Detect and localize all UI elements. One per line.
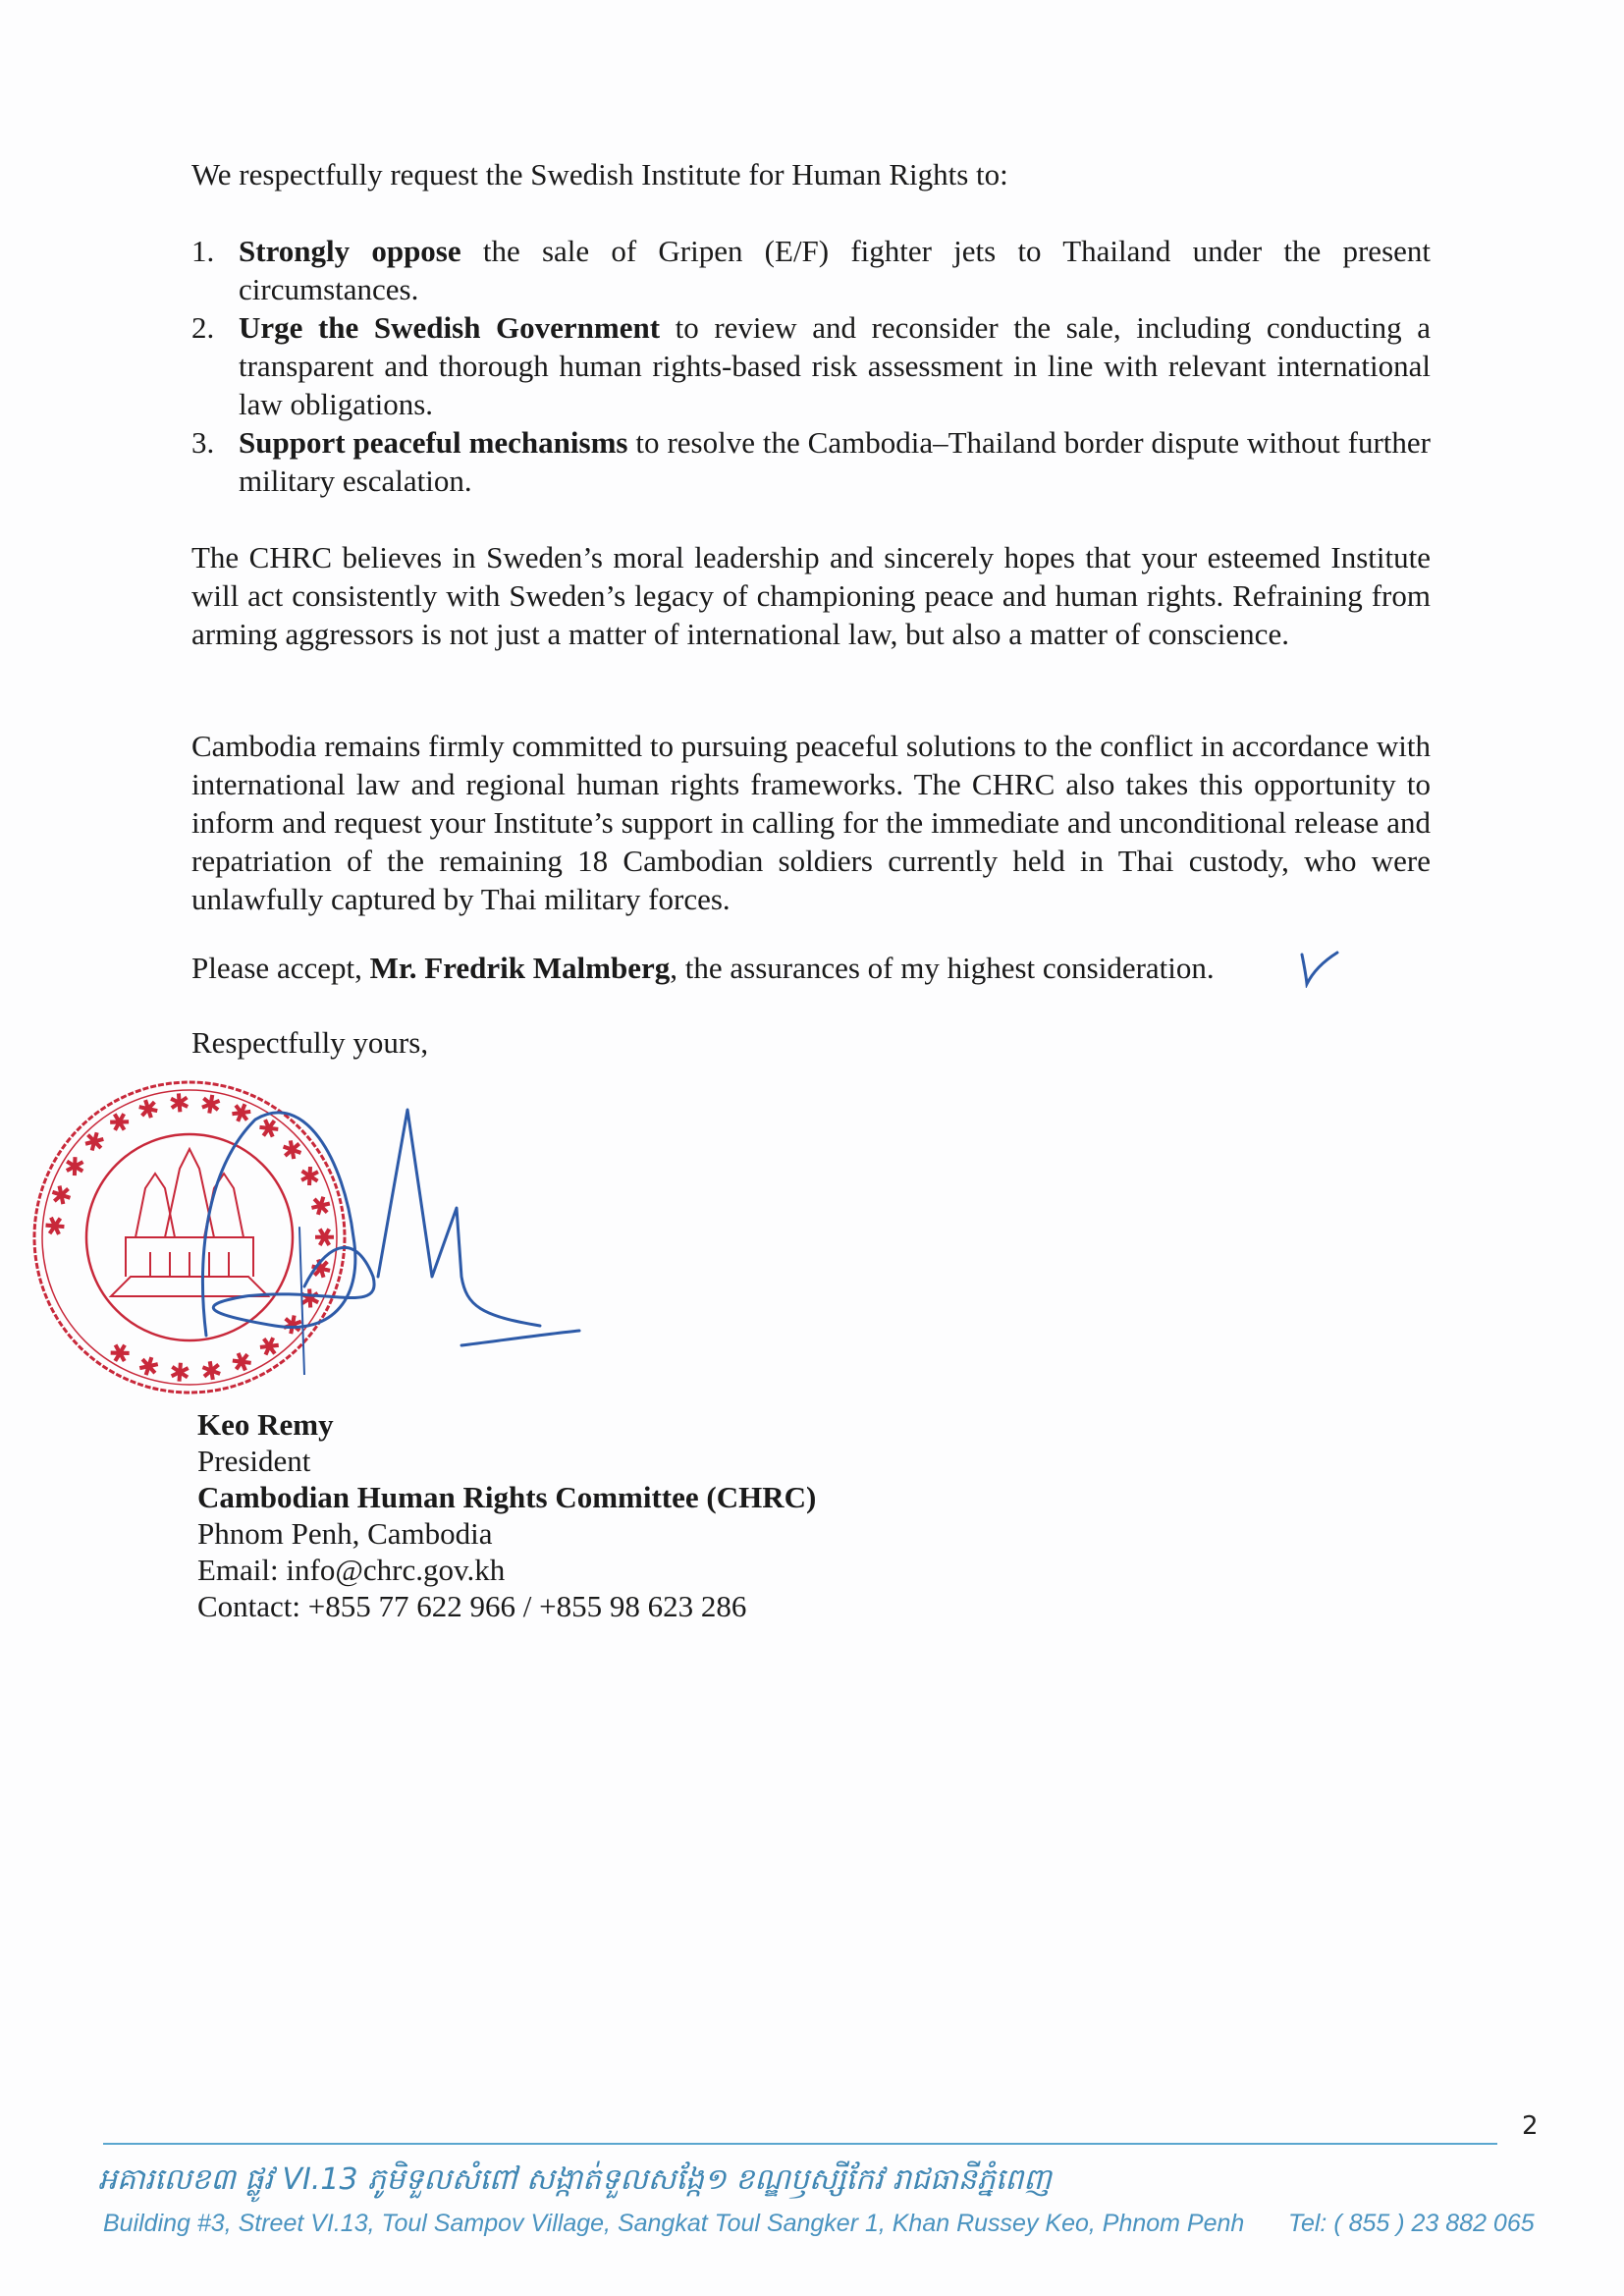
signatory-title: President [197, 1444, 311, 1478]
footer-address-english: Building #3, Street VI.13, Toul Sampov Village, Sangkat Toul Sangker 1, Khan Russey Keo, Phnom Penh [103, 2210, 1245, 2237]
initial-tick-icon [1298, 949, 1341, 988]
recipient-name: Mr. Fredrik Malmberg [369, 951, 671, 985]
signatory-name: Keo Remy [197, 1407, 334, 1442]
signatory-block [197, 1406, 816, 1624]
paragraph-peaceful-solutions: Cambodia remains firmly committed to pursuing peaceful solutions to the conflict in accordance with international law and regional human rights frameworks. The CHRC also takes this opportunity to inform and request your Institute’s support in calling for the immediate and unconditional release and repatriation of the remaining 18 Cambodian soldiers currently held in Thai custody, who were unlawfully captured by Thai military forces. [191, 729, 1431, 916]
footer-divider [103, 2143, 1497, 2145]
request-number: 3. [191, 425, 215, 460]
closing-line [191, 949, 1431, 987]
request-emphasis: Urge the Swedish Government [239, 310, 661, 345]
request-text: to review and reconsider the sale, including conducting a transparent and thorough human rights-based risk assessment in line with relevant international law obligations. [239, 310, 1432, 421]
closing-prefix: Please accept, [191, 951, 370, 985]
signatory-organization: Cambodian Human Rights Committee (CHRC) [197, 1480, 817, 1514]
salutation: Respectfully yours, [191, 1025, 429, 1060]
page-number: 2 [1522, 2111, 1539, 2141]
request-text: to resolve the Cambodia–Thailand border dispute without further military escalation. [239, 425, 1431, 498]
request-list [191, 232, 1431, 500]
svg-text:✱ ✱ ✱ ✱ ✱ ✱ ✱ ✱ ✱ ✱ ✱ ✱ ✱ ✱ ✱: ✱ ✱ ✱ ✱ ✱ ✱ ✱ ✱ ✱ ✱ ✱ ✱ ✱ ✱ ✱ ✱ ✱ ✱ ✱ ✱ ✱ ✱ ✱ [40, 1088, 339, 1387]
request-number: 1. [191, 234, 215, 268]
handwritten-signature [128, 1080, 638, 1375]
footer-telephone: Tel: ( 855 ) 23 882 065 [1288, 2210, 1535, 2237]
request-emphasis: Support peaceful mechanisms [239, 425, 628, 460]
signatory-email[interactable]: Email: info@chrc.gov.kh [197, 1553, 506, 1587]
request-item [191, 308, 1431, 423]
footer-address-khmer: អគារលេខ៣ ផ្លូវ VI.13 ភូមិទួលសំពៅ សង្កាត់ទួលសង្កែ១ ខណ្ឌឫស្សីកែវ រាជធានីភ្នំពេញ [98, 2162, 1052, 2197]
request-emphasis: Strongly oppose [239, 234, 461, 268]
request-number: 2. [191, 310, 215, 345]
paragraph-moral-leadership: The CHRC believes in Sweden’s moral leadership and sincerely hopes that your esteemed Institute will act consistently with Sweden’s legacy of championing peace and human rights. Refraining from arming aggressors is not just a matter of international law, but also a matter of conscience. [191, 540, 1431, 651]
signatory-location: Phnom Penh, Cambodia [197, 1516, 493, 1551]
signatory-contact: Contact: +855 77 622 966 / +855 98 623 286 [197, 1589, 747, 1623]
closing-suffix: , the assurances of my highest consideration. [670, 951, 1215, 985]
request-item [191, 232, 1431, 308]
request-text: the sale of Gripen (E/F) fighter jets to Thailand under the present circumstances. [239, 234, 1432, 306]
intro-text: We respectfully request the Swedish Institute for Human Rights to: [191, 157, 1008, 191]
request-item [191, 423, 1431, 500]
